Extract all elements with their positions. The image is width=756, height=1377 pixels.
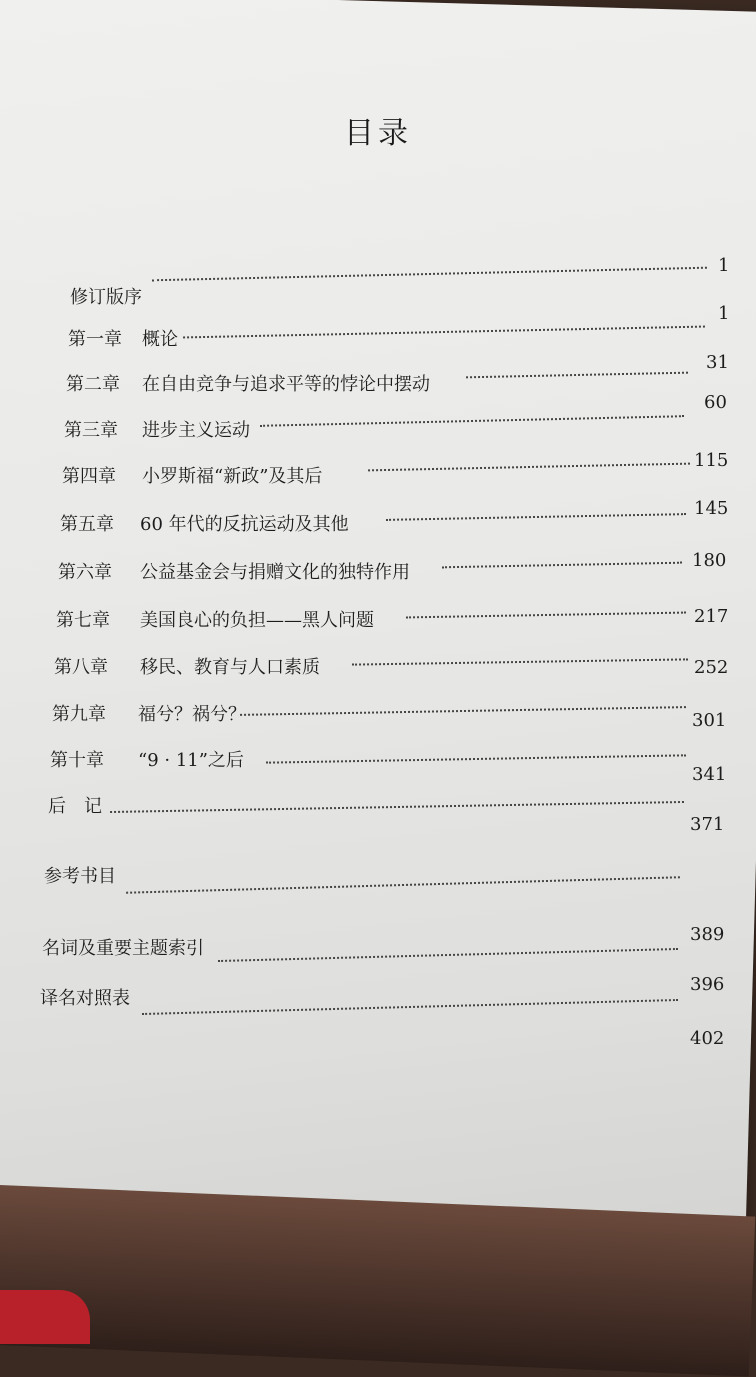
toc-entry [70, 255, 730, 323]
toc-entry [44, 866, 730, 945]
entry-title: 福兮？祸兮？ [138, 704, 246, 725]
entry-title: 移民、教育与人口素质 [140, 657, 320, 678]
dot-leader [352, 656, 688, 665]
page-number: 31 [706, 352, 729, 373]
page-title: 目录 [344, 116, 412, 151]
toc-entry [64, 392, 730, 456]
dot-leader [266, 752, 686, 763]
entry-title: 进步主义运动 [142, 420, 250, 441]
page-number: 371 [690, 814, 725, 835]
toc-entry [58, 550, 730, 598]
dot-leader [442, 560, 682, 569]
chapter-label: 第七章 [56, 610, 110, 631]
chapter-label: 第九章 [52, 704, 106, 725]
dot-leader [386, 511, 686, 521]
page-number: 389 [690, 924, 725, 945]
chapter-label: 第五章 [60, 514, 114, 535]
chapter-label: 第八章 [54, 657, 108, 678]
entry-title: 名词及重要主题索引 [42, 938, 204, 959]
entry-title: 60 年代的反抗运动及其他 [140, 514, 349, 535]
dot-leader [406, 610, 686, 619]
entry-title: 在自由竞争与追求平等的悖论中摆动 [142, 374, 430, 395]
chapter-label: 第三章 [64, 420, 118, 441]
dot-leader [110, 799, 684, 813]
entry-title: “9 · 11”之后 [138, 750, 244, 771]
page-number: 252 [694, 657, 729, 678]
entry-title: 美国良心的负担——黑人问题 [140, 610, 374, 631]
dot-leader [142, 997, 678, 1015]
chapter-label: 第六章 [58, 562, 112, 583]
page-number: 1 [718, 303, 730, 324]
page-number: 301 [692, 710, 727, 731]
page-number: 60 [704, 392, 727, 413]
background-shadow [0, 1185, 755, 1377]
entry-title: 概论 [142, 329, 178, 350]
toc-entry [62, 450, 730, 502]
dot-leader [368, 461, 690, 472]
dot-leader [466, 370, 688, 379]
toc-entry [60, 498, 730, 550]
page-number: 145 [694, 498, 729, 519]
dot-leader [240, 704, 686, 716]
red-object [0, 1290, 90, 1344]
dot-leader [260, 413, 684, 427]
toc-entry [68, 303, 730, 365]
chapter-label: 第四章 [62, 466, 116, 487]
page-number: 115 [694, 450, 729, 471]
entry-title: 参考书目 [44, 866, 116, 887]
toc-entry [52, 700, 730, 740]
chapter-label: 第十章 [50, 750, 104, 771]
chapter-label: 第一章 [68, 329, 122, 350]
page-number: 217 [694, 606, 729, 627]
toc-entry [66, 352, 730, 410]
toc-entry [54, 653, 730, 693]
page-number: 1 [718, 255, 730, 276]
entry-title: 公益基金会与捐赠文化的独特作用 [140, 562, 410, 583]
entry-title: 译名对照表 [40, 988, 130, 1009]
toc-entry [56, 606, 730, 646]
entry-title: 小罗斯福“新政”及其后 [142, 466, 323, 487]
page-number: 396 [690, 974, 725, 995]
chapter-label: 第二章 [66, 374, 120, 395]
page-number: 402 [690, 1028, 725, 1049]
dot-leader [218, 946, 678, 962]
page-number: 180 [692, 550, 727, 571]
page-number: 341 [692, 764, 727, 785]
toc-entry [48, 792, 730, 835]
entry-title: 后 记 [48, 796, 102, 817]
toc-entry [42, 934, 730, 995]
entry-title: 修订版序 [70, 287, 142, 308]
toc-entry [40, 984, 730, 1049]
toc-entry [50, 746, 730, 786]
dot-leader [183, 324, 705, 339]
